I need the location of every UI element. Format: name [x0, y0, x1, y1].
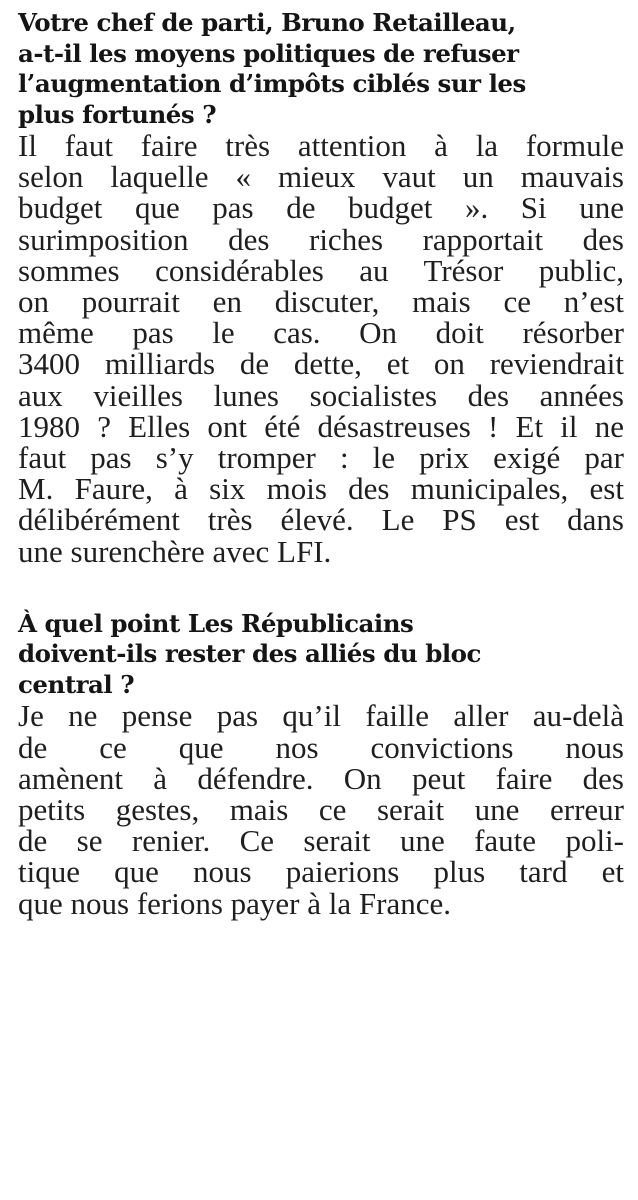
question-line: a-t-il les moyens politiques de refuser [18, 38, 519, 68]
answer-line: même pas le cas. On doit résorber [18, 315, 624, 351]
answer-line: que nous ferions payer à la France. [18, 885, 451, 921]
answer-line: 3400 milliards de dette, et on reviendrait [18, 346, 624, 382]
answer-line: on pourrait en discuter, mais ce n’est [18, 284, 624, 320]
question-line: l’augmentation d’impôts ciblés sur les [18, 69, 526, 98]
answer-line: tique que nous paierions plus tard et [18, 854, 624, 890]
qa-block-1 [18, 8, 624, 567]
answer-line: 1980 ? Elles ont été désastreuses ! Et il ne [18, 408, 624, 444]
question-line: plus fortunés ? [18, 99, 217, 129]
answer-line: sommes considérables au Trésor public, [18, 252, 624, 288]
answer-line: Je ne pense pas qu’il faille aller au-delà [18, 698, 624, 734]
answer-line: de se renier. Ce serait une faute poli- [18, 823, 624, 859]
answer-line: une surenchère avec LFI. [18, 533, 332, 569]
question-line: doivent-ils rester des alliés du bloc [18, 639, 481, 669]
question-line: Votre chef de parti, Bruno Retailleau, [18, 8, 516, 37]
answer-line: délibérément très élevé. Le PS est dans [18, 502, 624, 538]
question-2 [18, 609, 624, 701]
answer-line: amènent à défendre. On peut faire des [18, 760, 624, 796]
answer-line: M. Faure, à six mois des municipales, est [18, 471, 624, 507]
question-1 [18, 8, 624, 130]
answer-line: de ce que nos convictions nous [18, 729, 624, 765]
answer-line: petits gestes, mais ce serait une erreur [18, 791, 624, 827]
answer-line: aux vieilles lunes socialistes des années [18, 377, 624, 413]
article-text [18, 8, 624, 919]
question-line: central ? [18, 669, 135, 699]
answer-line: surimposition des riches rapportait des [18, 221, 624, 257]
answer-line: budget que pas de budget ». Si une [18, 190, 624, 226]
qa-block-2 [18, 609, 624, 919]
answer-2 [18, 698, 624, 921]
question-line: À quel point Les Républicains [18, 608, 414, 638]
answer-line: faut pas s’y tromper : le prix exigé par [18, 440, 624, 476]
answer-line: selon laquelle « mieux vaut un mauvais [18, 159, 624, 195]
answer-line: Il faut faire très attention à la formule [18, 128, 624, 163]
answer-1 [18, 130, 624, 567]
